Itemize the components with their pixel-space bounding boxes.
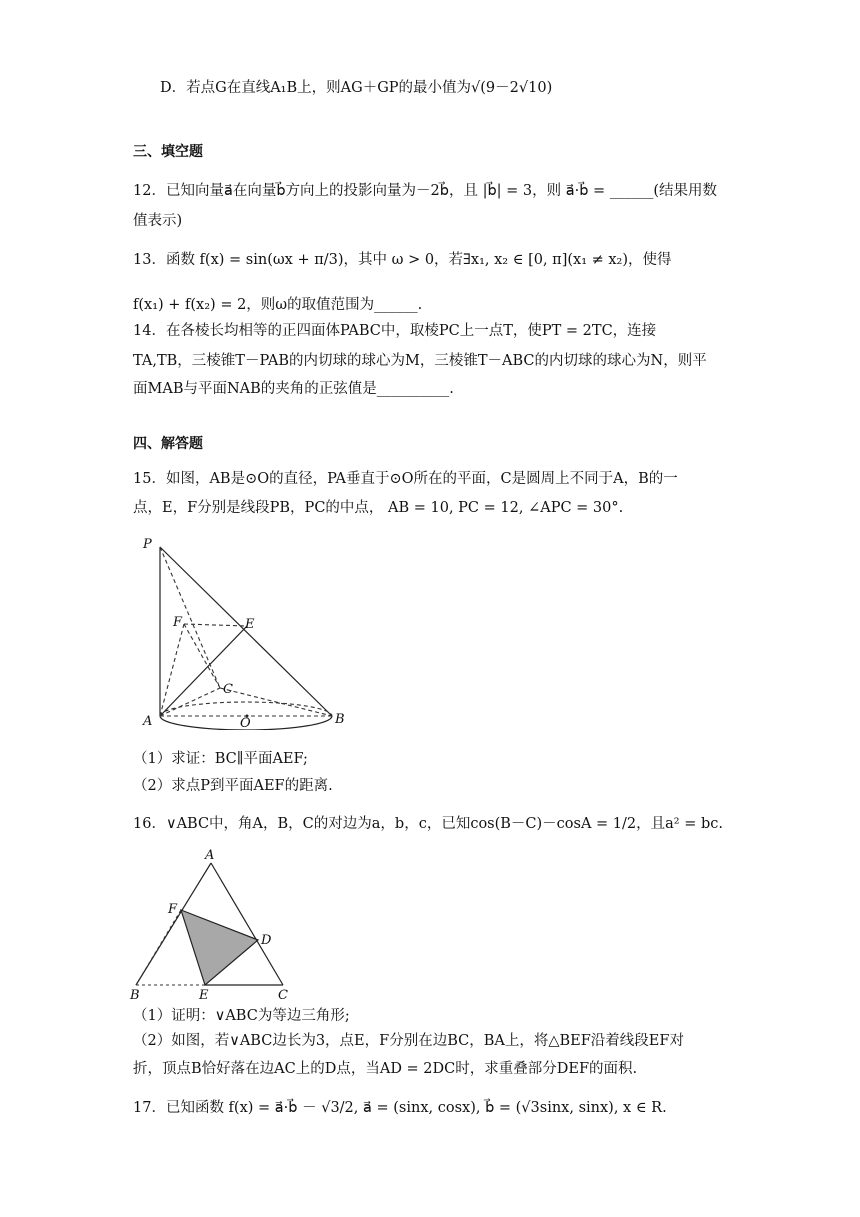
q12-line1: 12．已知向量a⃗在向量b⃗方向上的投影向量为－2b⃗，且 |b⃗| = 3，则 a⃗·b⃗ = ______(结果用数 <box>133 183 717 199</box>
q12-line2: 值表示) <box>133 213 183 229</box>
label-p: P <box>143 537 152 552</box>
q16-line1: 16．∨ABC中，角A，B，C的对边为a，b，c，已知cos(B－C)－cosA = 1/2，且a² = bc. <box>133 816 723 832</box>
q14-line2: TA,TB，三棱锥T－PAB的内切球的球心为M，三棱锥T－ABC的内切球的球心为N，则平 <box>133 353 707 369</box>
fc-line <box>184 624 220 688</box>
overlap-triangle-def <box>181 910 258 985</box>
option-d: D．若点G在直线A₁B上，则AG＋GP的最小值为√(9－2√10) <box>160 80 553 96</box>
section-heading-fill-in: 三、填空题 <box>133 144 203 160</box>
q16-sub1: （1）证明：∨ABC为等边三角形; <box>133 1008 350 1024</box>
label-d: D <box>261 933 272 948</box>
section-heading-answer: 四、解答题 <box>133 436 203 452</box>
q14-line3: 面MAB与平面NAB的夹角的正弦值是__________. <box>133 381 454 397</box>
q17-line1: 17．已知函数 f(x) = a⃗·b⃗ － √3/2, a⃗ = (sinx, cosx), b⃗ = (√3sinx, sinx), x ∈ R. <box>133 1100 667 1116</box>
q15-line1: 15．如图，AB是⊙O的直径，PA垂直于⊙O所在的平面，C是圆周上不同于A，B的一 <box>133 471 678 487</box>
label-a: A <box>143 714 153 729</box>
q15-sub2: （2）求点P到平面AEF的距离. <box>133 778 333 794</box>
folded-bf <box>136 910 181 985</box>
label-c: C <box>278 988 288 1003</box>
pc-line <box>160 547 220 688</box>
q16-sub2-line1: （2）如图，若∨ABC边长为3，点E，F分别在边BC，BA上，将△BEF沿着线段EF对 <box>133 1033 684 1049</box>
ac-line <box>160 688 220 716</box>
q14-line1: 14．在各棱长均相等的正四面体PABC中，取棱PC上一点T，使PT = 2TC，连接 <box>133 323 657 339</box>
figure-16-triangle-fold <box>128 843 298 1003</box>
label-e: E <box>245 617 255 632</box>
label-b: B <box>335 712 345 727</box>
label-a: A <box>205 848 215 863</box>
af-line <box>160 624 184 716</box>
q15-line2: 点，E，F分别是线段PB，PC的中点， AB = 10, PC = 12, ∠APC = 30°. <box>133 500 624 516</box>
label-o: O <box>240 716 251 730</box>
label-e: E <box>199 988 209 1003</box>
figure-15-cone-diagram <box>135 530 360 730</box>
q15-sub1: （1）求证：BC∥平面AEF; <box>133 751 308 767</box>
label-f: F <box>168 902 178 917</box>
q16-sub2-line2: 折，顶点B恰好落在边AC上的D点，当AD = 2DC时，求重叠部分DEF的面积. <box>133 1061 638 1077</box>
ae-line <box>160 626 247 716</box>
q13-line1: 13．函数 f(x) = sin(ωx + π/3)，其中 ω > 0，若∃x₁, x₂ ∈ [0, π](x₁ ≠ x₂)，使得 <box>133 252 672 268</box>
label-b: B <box>130 988 140 1003</box>
label-c: C <box>223 682 233 697</box>
label-f: F <box>173 615 183 630</box>
q13-line2: f(x₁) + f(x₂) = 2，则ω的取值范围为______. <box>133 297 423 313</box>
